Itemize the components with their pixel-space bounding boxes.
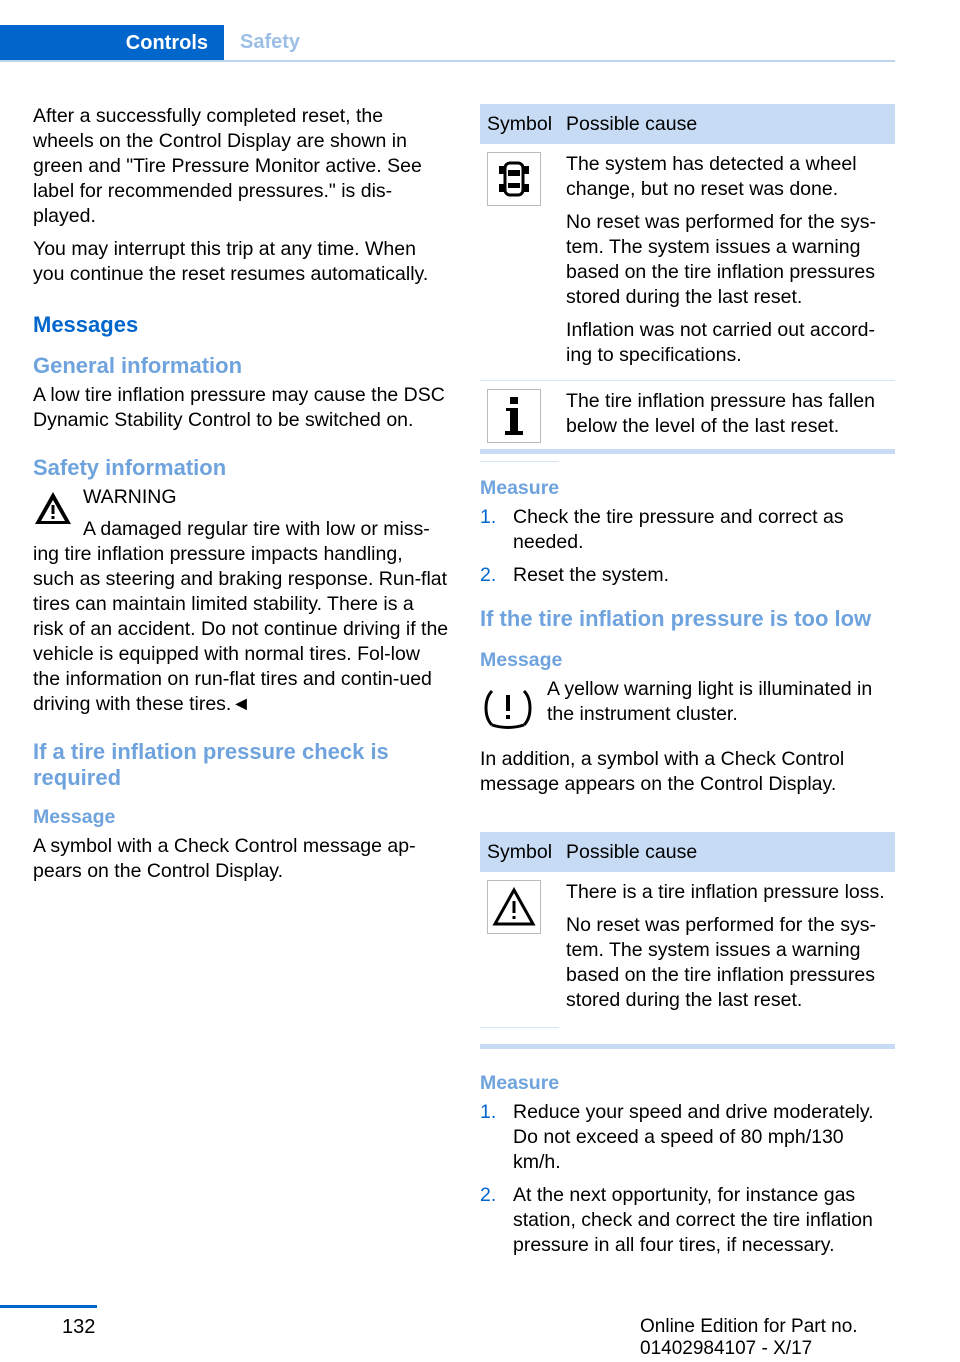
page-number: 132 <box>62 1316 96 1338</box>
symbol-table-2 <box>480 832 895 1028</box>
intro-paragraph-2: You may interrupt this trip at any time. When you continue the reset resumes automatically. <box>33 238 429 285</box>
left-column <box>33 104 449 892</box>
chapter-tabs <box>0 0 895 62</box>
heading-safety-information: Safety information <box>33 455 227 480</box>
heading-message: Message <box>33 806 116 828</box>
warning-triangle-icon <box>33 489 73 527</box>
heading-pressure-too-low: If the tire inflation pressure is too low <box>480 606 872 631</box>
symbol-table-1 <box>480 104 895 462</box>
warning-text: A damaged regular tire with low or miss-ing tire inflation pressure impacts handling, such as steering and braking response. Run-flat tires can maintain limited stability. There is a risk of an accident. Do not continue driving if the vehicle is equipped with normal tires. Fol-low the information on run-flat tires and contin-ued driving with these tires.◄ <box>33 518 449 715</box>
table-end-bar <box>480 449 895 454</box>
table-row <box>480 872 895 1027</box>
list-item: 1. Check the tire pressure and correct as needed. <box>480 506 844 553</box>
heading-message: Message <box>480 649 563 671</box>
warning-block <box>33 485 449 510</box>
warning-light-text: A yellow warning light is illuminated in the instrument cluster. <box>547 678 873 725</box>
general-text: A low tire inflation pressure may cause the DSC Dynamic Stability Control to be switched on. <box>33 384 445 431</box>
tire-pressure-warning-icon <box>480 683 536 733</box>
heading-measure: Measure <box>480 477 560 499</box>
measure-list <box>480 1100 895 1258</box>
heading-measure: Measure <box>480 1072 560 1094</box>
measure-section-1 <box>480 476 895 805</box>
col-symbol-header: Symbol <box>480 104 559 144</box>
table-end-bar <box>480 1044 895 1049</box>
measure-list <box>480 505 895 588</box>
footer-accent-line <box>0 1305 97 1308</box>
addition-text: In addition, a symbol with a Check Control message appears on the Control Display. <box>480 748 845 795</box>
car-wheels-icon <box>487 152 541 206</box>
tab-divider <box>0 60 895 62</box>
cause-text: The system has detected a wheel change, but no reset was done. <box>566 153 857 200</box>
heading-messages: Messages <box>33 312 139 337</box>
info-icon <box>487 389 541 443</box>
cause-text: The tire inflation pressure has fallen below the level of the last reset. <box>566 390 875 437</box>
list-item: 2. At the next opportunity, for instance gas station, check and correct the tire inflation pressure in all four tires, if necessary. <box>480 1184 873 1256</box>
warning-label: WARNING <box>83 486 177 508</box>
col-cause-header: Possible cause <box>559 832 895 872</box>
intro-paragraph-1: After a successfully completed reset, the wheels on the Control Display are shown in green and "Tire Pressure Monitor active. See label for recommended pressures." is dis-played. <box>33 105 422 227</box>
warning-triangle-icon <box>487 880 541 934</box>
warning-light-block <box>480 677 895 737</box>
tab-safety[interactable]: Safety <box>240 31 301 53</box>
heading-pressure-check: If a tire inflation pressure check is required <box>33 739 389 790</box>
list-item: 1. Reduce your speed and drive moderately. Do not exceed a speed of 80 mph/130 km/h. <box>480 1101 874 1173</box>
cause-text: No reset was performed for the sys-tem. The system issues a warning based on the tire inflation pressures stored during the last reset. <box>566 211 876 308</box>
cause-text: Inflation was not carried out accord-ing to specifications. <box>566 319 875 366</box>
col-cause-header: Possible cause <box>559 104 895 144</box>
tab-controls[interactable]: Controls <box>0 25 224 62</box>
edition-footer: Online Edition for Part no. 01402984107 - X/17 <box>640 1316 858 1359</box>
heading-general-information: General information <box>33 353 243 378</box>
cause-text: No reset was performed for the sys-tem. The system issues a warning based on the tire inflation pressures stored during the last reset. <box>566 914 876 1011</box>
message-text: A symbol with a Check Control message ap-pears on the Control Display. <box>33 835 416 882</box>
list-item: 2. Reset the system. <box>480 564 670 586</box>
col-symbol-header: Symbol <box>480 832 559 872</box>
measure-section-2 <box>480 1071 895 1266</box>
cause-text: There is a tire inflation pressure loss. <box>566 881 885 903</box>
table-row <box>480 144 895 381</box>
